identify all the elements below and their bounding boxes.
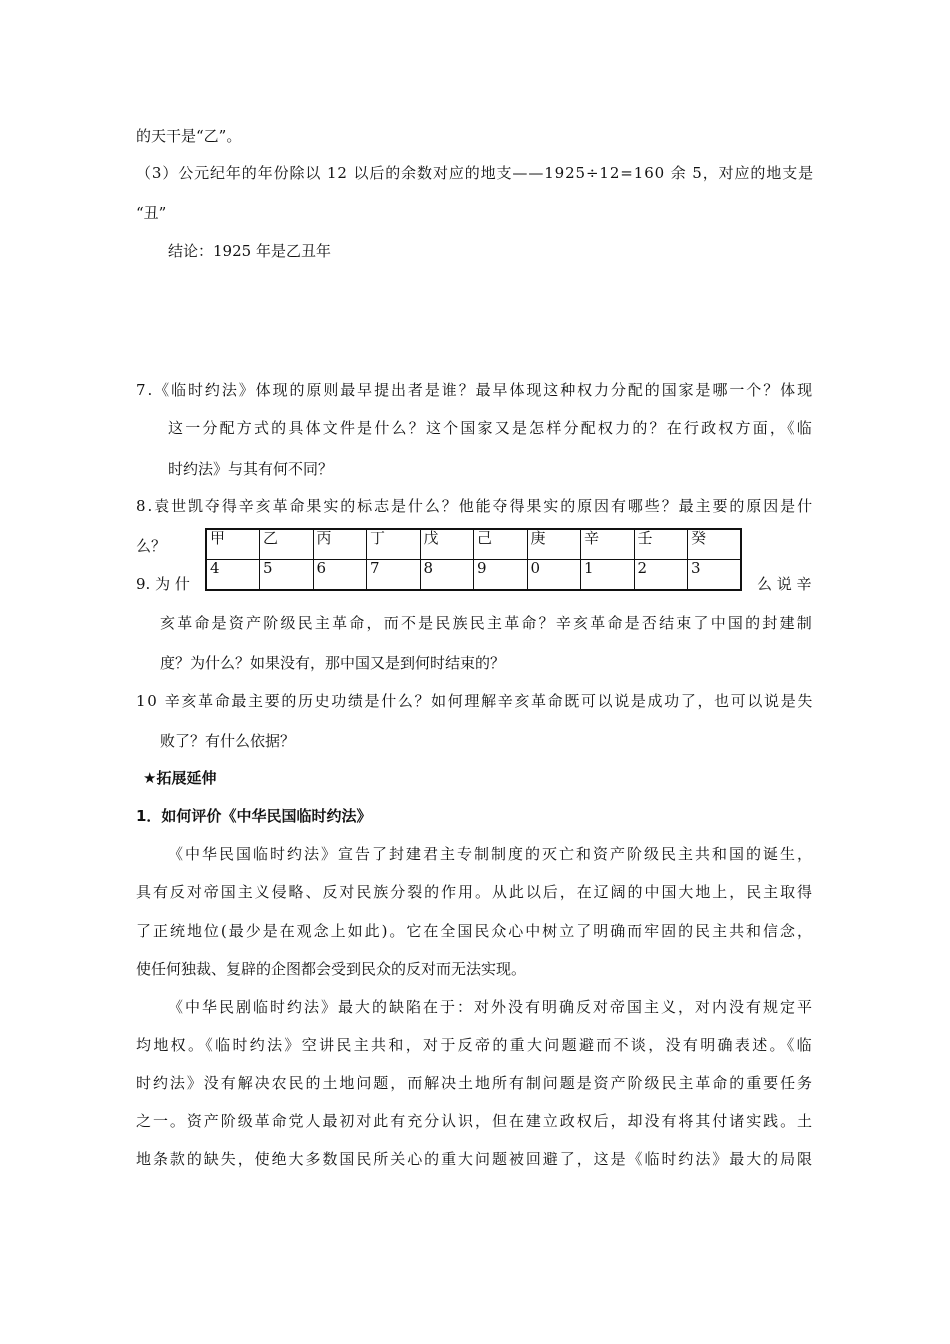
sub-title: 1．如何评价《中华民国临时约法》 xyxy=(136,807,372,825)
q8-line1-text: 8.袁世凯夺得辛亥革命果实的标志是什么？他能夺得果实的原因有哪些？最主要的原因是什 xyxy=(136,497,814,515)
number-cell: 0 xyxy=(527,560,581,591)
para1-line4: 使任何独裁、复辟的企图都会受到民众的反对而无法实现。 xyxy=(136,960,527,978)
q10-line1-text: 10 辛亥革命最主要的历史功绩是什么？如何理解辛亥革命既可以说是成功了，也可以说是失 xyxy=(136,692,814,710)
para2-line2 xyxy=(136,1035,814,1055)
stem-cell: 癸 xyxy=(688,529,742,560)
number-cell: 6 xyxy=(313,560,367,591)
stem-cell: 辛 xyxy=(581,529,635,560)
step3-line1 xyxy=(136,163,814,183)
q9-line2-text: 亥革命是资产阶级民主革命，而不是民族民主革命？辛亥革命是否结束了中国的封建制 xyxy=(160,614,814,632)
para2-line1 xyxy=(168,997,814,1017)
heavenly-stems-table xyxy=(205,528,742,591)
q9-end: 么 说 辛 xyxy=(757,575,812,593)
number-cell: 9 xyxy=(474,560,528,591)
step3-line1-text: （3）公元纪年的年份除以 12 以后的余数对应的地支——1925÷12=160 余 5，对应的地支是 xyxy=(136,164,814,182)
step3-line2: “丑” xyxy=(136,204,167,222)
intro-line: 的天干是“乙”。 xyxy=(136,127,242,145)
para1-line2-text: 具有反对帝国主义侵略、反对民族分裂的作用。从此以后，在辽阔的中国大地上，民主取得 xyxy=(136,883,814,901)
stem-cell: 己 xyxy=(474,529,528,560)
q9-line3: 度？为什么？如果没有，那中国又是到何时结束的？ xyxy=(160,654,506,672)
para1-line3 xyxy=(136,921,814,941)
q7-line1 xyxy=(136,380,814,400)
number-cell: 1 xyxy=(581,560,635,591)
stem-cell: 甲 xyxy=(206,529,260,560)
stem-cell: 丁 xyxy=(367,529,421,560)
stem-cell: 乙 xyxy=(260,529,314,560)
para2-line3 xyxy=(136,1073,814,1093)
section-title: ★拓展延伸 xyxy=(143,769,217,787)
para2-line1-text: 《中华民剧临时约法》最大的缺陷在于：对外没有明确反对帝国主义，对内没有规定平 xyxy=(168,998,814,1016)
q7-line2-text: 这一分配方式的具体文件是什么？这个国家又是怎样分配权力的？在行政权方面，《临 xyxy=(168,419,814,437)
para1-line3-text: 了正统地位(最少是在观念上如此)。它在全国民众心中树立了明确而牢固的民主共和信念， xyxy=(136,922,814,940)
number-cell: 7 xyxy=(367,560,421,591)
q9-line2 xyxy=(160,613,814,633)
numbers-row xyxy=(206,560,741,591)
stem-cell: 丙 xyxy=(313,529,367,560)
q8-line1 xyxy=(136,496,814,516)
para2-line3-text: 时约法》没有解决农民的土地问题，而解决土地所有制问题是资产阶级民主革命的重要任务 xyxy=(136,1074,814,1092)
q10-line2: 败了？有什么依据？ xyxy=(160,732,296,750)
stem-cell: 戊 xyxy=(420,529,474,560)
para2-line5 xyxy=(136,1149,814,1169)
stems-row xyxy=(206,529,741,560)
number-cell: 2 xyxy=(634,560,688,591)
conclusion: 结论：1925 年是乙丑年 xyxy=(168,242,331,260)
q8-line2: 么？ xyxy=(136,537,167,555)
q10-line1 xyxy=(136,691,814,711)
stem-cell: 庚 xyxy=(527,529,581,560)
para2-line2-text: 均地权。《临时约法》空讲民主共和，对于反帝的重大问题避而不谈，没有明确表述。《临 xyxy=(136,1036,814,1054)
q9-start: 9. 为 什 xyxy=(136,575,190,593)
q7-line1-text: 7.《临时约法》体现的原则最早提出者是谁？最早体现这种权力分配的国家是哪一个？体现 xyxy=(136,381,814,399)
stem-cell: 壬 xyxy=(634,529,688,560)
number-cell: 3 xyxy=(688,560,742,591)
para1-line1-text: 《中华民国临时约法》宣告了封建君主专制制度的灭亡和资产阶级民主共和国的诞生， xyxy=(168,845,814,863)
q7-line3: 时约法》与其有何不同？ xyxy=(168,460,334,478)
para1-line1 xyxy=(168,844,814,864)
number-cell: 8 xyxy=(420,560,474,591)
para2-line4 xyxy=(136,1111,814,1131)
q7-line2 xyxy=(168,418,814,438)
para1-line2 xyxy=(136,882,814,902)
para2-line4-text: 之一。资产阶级革命党人最初对此有充分认识，但在建立政权后，却没有将其付诸实践。土 xyxy=(136,1112,814,1130)
number-cell: 5 xyxy=(260,560,314,591)
number-cell: 4 xyxy=(206,560,260,591)
para2-line5-text: 地条款的缺失，使绝大多数国民所关心的重大问题被回避了，这是《临时约法》最大的局限 xyxy=(136,1150,814,1168)
